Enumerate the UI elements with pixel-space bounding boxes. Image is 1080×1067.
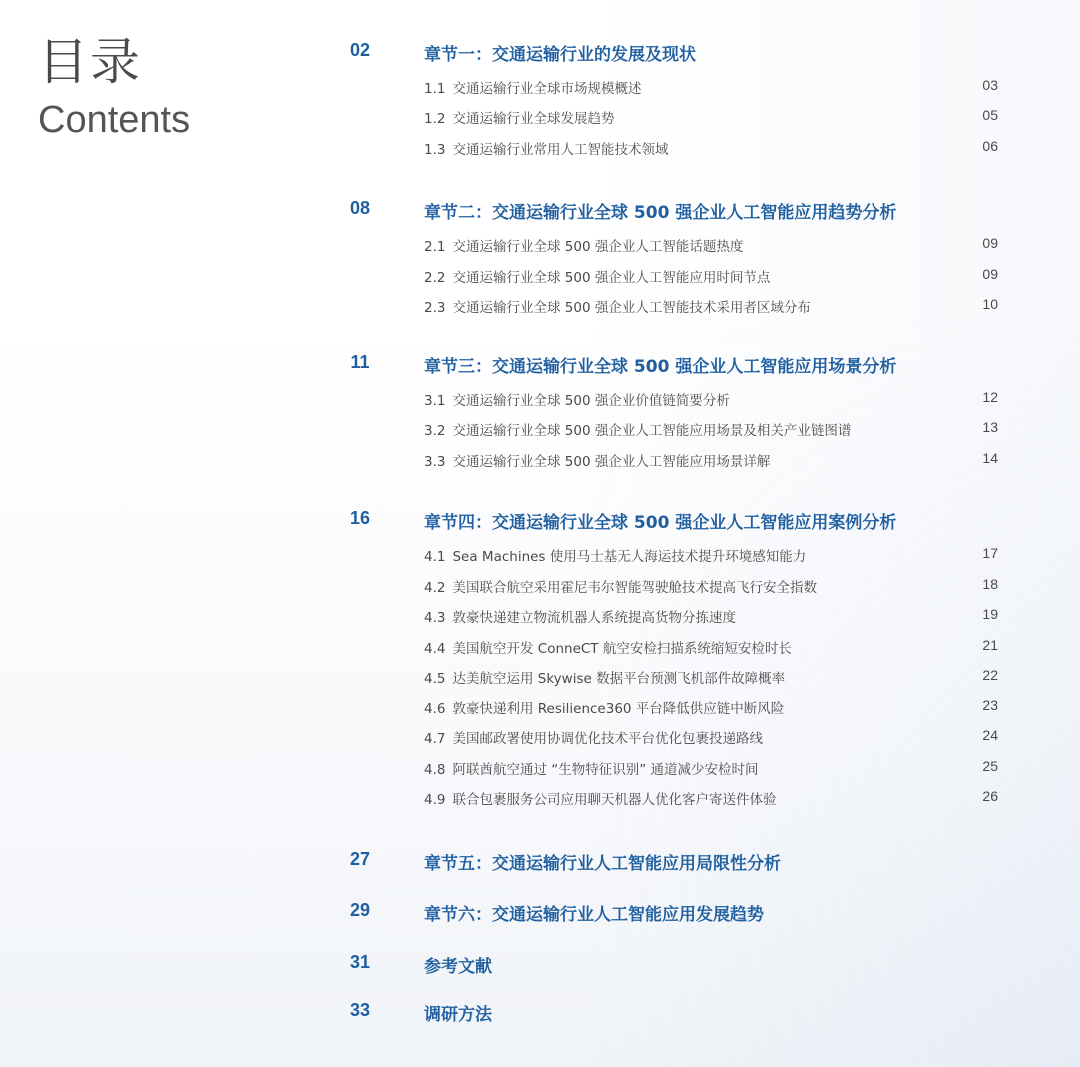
- section-2-1-page[interactable]: 09: [982, 235, 998, 251]
- section-title: 达美航空运用 Skywise 数据平台预测飞机部件故障概率: [452, 671, 786, 687]
- section-4-5-page[interactable]: 22: [982, 667, 998, 683]
- section-number: 4.2: [424, 580, 446, 596]
- chapter-6-title[interactable]: 章节六：交通运输行业人工智能应用发展趋势: [424, 905, 764, 925]
- chapter-6-page[interactable]: 29: [349, 900, 371, 920]
- section-number: 4.9: [424, 792, 446, 808]
- methodology-title[interactable]: 调研方法: [424, 1005, 492, 1025]
- section-4-7-page[interactable]: 24: [982, 727, 998, 743]
- section-4-8-page[interactable]: 25: [982, 758, 998, 774]
- section-4-1-page[interactable]: 17: [982, 545, 998, 561]
- section-2-3-page[interactable]: 10: [982, 296, 998, 312]
- methodology-page[interactable]: 33: [349, 1000, 371, 1020]
- section-2-2[interactable]: [424, 266, 770, 286]
- section-4-3[interactable]: [424, 606, 736, 626]
- section-4-9-page[interactable]: 26: [982, 788, 998, 804]
- section-number: 4.7: [424, 731, 446, 747]
- section-number: 1.2: [424, 111, 446, 127]
- chapter-1-page[interactable]: 02: [349, 40, 371, 60]
- section-number: 4.4: [424, 641, 446, 657]
- section-title: 交通运输行业全球 500 强企业人工智能应用场景及相关产业链图谱: [452, 423, 852, 439]
- section-4-1[interactable]: [424, 545, 806, 565]
- section-number: 3.1: [424, 393, 446, 409]
- chapter-2-title[interactable]: 章节二：交通运输行业全球 500 强企业人工智能应用趋势分析: [424, 203, 897, 223]
- section-title: 交通运输行业全球 500 强企业人工智能应用场景详解: [452, 454, 771, 470]
- section-1-3-page[interactable]: 06: [982, 138, 998, 154]
- section-4-8[interactable]: [424, 758, 759, 778]
- section-4-4[interactable]: [424, 637, 792, 657]
- section-4-6[interactable]: [424, 697, 784, 717]
- section-number: 4.5: [424, 671, 446, 687]
- section-1-2-page[interactable]: 05: [982, 107, 998, 123]
- section-number: 2.1: [424, 239, 446, 255]
- section-title: 交通运输行业全球发展趋势: [452, 111, 615, 127]
- section-title: 交通运输行业全球 500 强企业价值链简要分析: [452, 393, 730, 409]
- section-number: 1.3: [424, 142, 446, 158]
- section-title: 美国联合航空采用霍尼韦尔智能驾驶舱技术提高飞行安全指数: [452, 580, 817, 596]
- section-title: 交通运输行业全球市场规模概述: [452, 81, 642, 97]
- section-4-5[interactable]: [424, 667, 785, 687]
- section-number: 2.2: [424, 270, 446, 286]
- chapter-1-title[interactable]: 章节一：交通运输行业的发展及现状: [424, 45, 696, 65]
- section-title: 敦豪快递建立物流机器人系统提高货物分拣速度: [452, 610, 736, 626]
- section-number: 4.8: [424, 762, 446, 778]
- section-title: 交通运输行业全球 500 强企业人工智能话题热度: [452, 239, 744, 255]
- section-2-2-page[interactable]: 09: [982, 266, 998, 282]
- section-number: 3.3: [424, 454, 446, 470]
- chapter-5-title[interactable]: 章节五：交通运输行业人工智能应用局限性分析: [424, 854, 781, 874]
- section-1-1[interactable]: [424, 77, 641, 97]
- references-page[interactable]: 31: [349, 952, 371, 972]
- section-4-4-page[interactable]: 21: [982, 637, 998, 653]
- section-title: 敦豪快递利用 Resilience360 平台降低供应链中断风险: [452, 701, 785, 717]
- section-title: 美国邮政署使用协调优化技术平台优化包裹投递路线: [452, 731, 763, 747]
- section-2-1[interactable]: [424, 235, 743, 255]
- section-3-3-page[interactable]: 14: [982, 450, 998, 466]
- section-2-3[interactable]: [424, 296, 811, 316]
- chapter-2-page[interactable]: 08: [349, 198, 371, 218]
- section-number: 4.1: [424, 549, 446, 565]
- section-title: 阿联酋航空通过 “生物特征识别” 通道减少安检时间: [452, 762, 759, 778]
- section-title: 美国航空开发 ConneCT 航空安检扫描系统缩短安检时长: [452, 641, 792, 657]
- section-1-3[interactable]: [424, 138, 668, 158]
- section-4-3-page[interactable]: 19: [982, 606, 998, 622]
- section-number: 4.6: [424, 701, 446, 717]
- section-3-2[interactable]: [424, 419, 851, 439]
- section-1-1-page[interactable]: 03: [982, 77, 998, 93]
- section-4-7[interactable]: [424, 727, 763, 747]
- chapter-4-page[interactable]: 16: [349, 508, 371, 528]
- section-3-3[interactable]: [424, 450, 770, 470]
- chapter-3-page[interactable]: 11: [350, 352, 370, 372]
- section-4-2-page[interactable]: 18: [982, 576, 998, 592]
- section-title: 交通运输行业常用人工智能技术领域: [452, 142, 669, 158]
- section-number: 3.2: [424, 423, 446, 439]
- section-3-1-page[interactable]: 12: [982, 389, 998, 405]
- page-title-cn: 目录: [38, 33, 142, 91]
- section-title: Sea Machines 使用马士基无人海运技术提升环境感知能力: [452, 549, 807, 565]
- section-title: 交通运输行业全球 500 强企业人工智能应用时间节点: [452, 270, 771, 286]
- page-title-en: Contents: [38, 99, 191, 141]
- section-number: 2.3: [424, 300, 446, 316]
- section-1-2[interactable]: [424, 107, 614, 127]
- section-4-6-page[interactable]: 23: [982, 697, 998, 713]
- section-number: 4.3: [424, 610, 446, 626]
- section-3-2-page[interactable]: 13: [982, 419, 998, 435]
- chapter-4-title[interactable]: 章节四：交通运输行业全球 500 强企业人工智能应用案例分析: [424, 513, 897, 533]
- section-title: 联合包裹服务公司应用聊天机器人优化客户寄送件体验: [452, 792, 777, 808]
- references-title[interactable]: 参考文献: [424, 957, 492, 977]
- section-3-1[interactable]: [424, 389, 730, 409]
- chapter-5-page[interactable]: 27: [349, 849, 371, 869]
- section-number: 1.1: [424, 81, 446, 97]
- section-title: 交通运输行业全球 500 强企业人工智能技术采用者区域分布: [452, 300, 811, 316]
- section-4-2[interactable]: [424, 576, 817, 596]
- chapter-3-title[interactable]: 章节三：交通运输行业全球 500 强企业人工智能应用场景分析: [424, 357, 897, 377]
- section-4-9[interactable]: [424, 788, 776, 808]
